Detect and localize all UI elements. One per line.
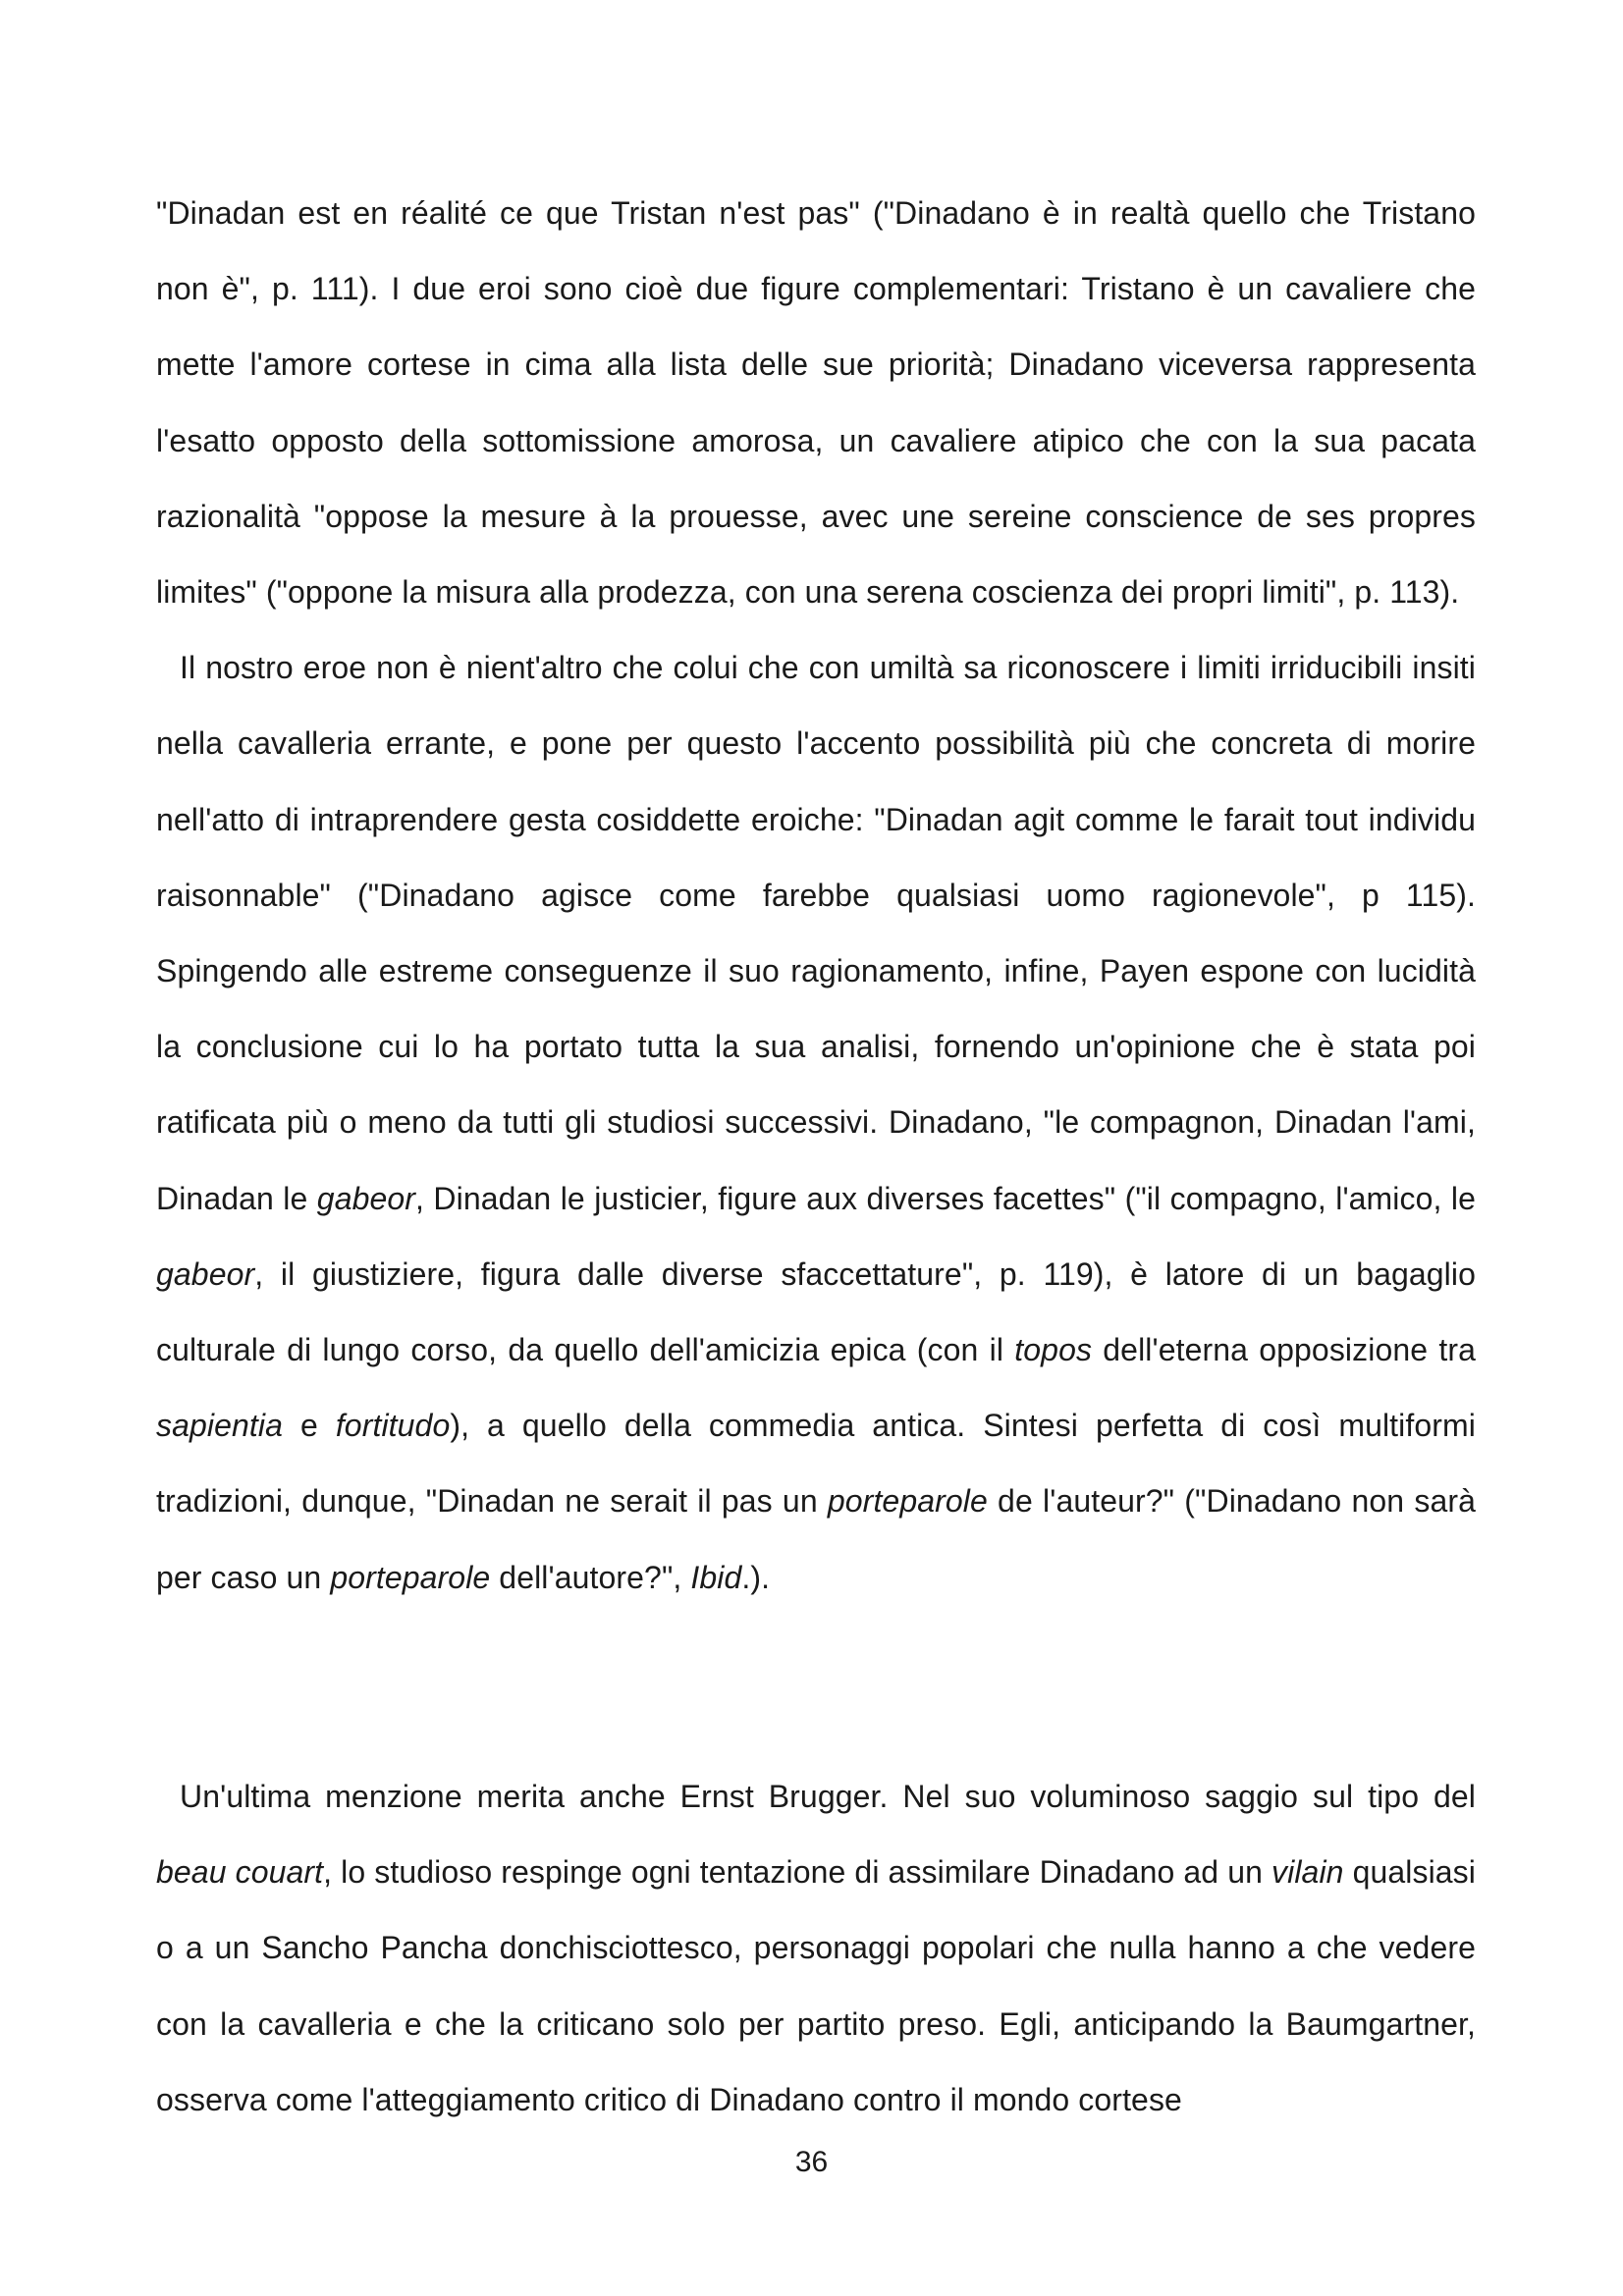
text-run: de l'auteur?" ("Dinadano non sarà per caso un <box>156 1483 1476 1595</box>
text-run: .). <box>741 1559 771 1595</box>
paragraph <box>156 176 1476 630</box>
italic-term: gabeor <box>156 1255 255 1292</box>
text-run: e <box>283 1408 336 1444</box>
text-block-lower <box>156 1759 1476 2138</box>
text-run: ), a quello della commedia antica. Sintesi perfetta di così multiformi tradizioni, dunque, "Dinadan ne serait il pas un <box>156 1408 1476 1520</box>
text-block-upper <box>156 176 1476 1616</box>
italic-term: beau couart <box>156 1854 324 1891</box>
text-run: qualsiasi o a un Sancho Pancha donchisciottesco, personaggi popolari che nulla hanno a che vedere con la cavalleria e che la criticano solo per partito preso. Egli, anticipando la Baumgartner, osserva come l'atteggiamento critico di Dinadano contro il mondo cortese <box>156 1854 1476 2117</box>
paragraph <box>156 1759 1476 2138</box>
italic-term: Ibid <box>690 1559 742 1595</box>
text-run: , il giustiziere, figura dalle diverse sfaccettature", p. 119), è latore di un bagaglio culturale di lungo corso, da quello dell'amicizia epica (con il <box>156 1255 1476 1368</box>
text-run: , Dinadan le justicier, figure aux diverses facettes" ("il compagno, l'amico, le <box>415 1180 1476 1216</box>
italic-term: vilain <box>1271 1854 1344 1891</box>
italic-term: sapientia <box>156 1408 283 1444</box>
paragraph <box>156 630 1476 1616</box>
page-number: 36 <box>794 2146 829 2178</box>
text-run: dell'eterna opposizione tra <box>1092 1332 1476 1368</box>
text-run: Un'ultima menzione merita anche Ernst Brugger. Nel suo voluminoso saggio sul tipo del <box>180 1779 1476 1814</box>
italic-term: porteparole <box>827 1483 988 1520</box>
italic-term: topos <box>1014 1332 1093 1368</box>
text-run: dell'autore?", <box>490 1559 691 1595</box>
italic-term: fortitudo <box>335 1408 451 1444</box>
italic-term: gabeor <box>316 1180 416 1216</box>
text-run: "Dinadan est en réalité ce que Tristan n'est pas" ("Dinadano è in realtà quello che Tristano non è", p. 111). I due eroi sono cioè due figure complementari: Tristano è un cavaliere che mette l'amore cortese in cima alla lista delle sue priorità; Dinadano viceversa rappresenta l'esatto opposto della sottomissione amorosa, un cavaliere atipico che con la sua pacata razionalità "oppose la mesure à la prouesse, avec une sereine conscience de ses propres limites" ("oppone la misura alla prodezza, con una serena coscienza dei propri limiti", p. 113). <box>156 195 1476 611</box>
text-run: , lo studioso respinge ogni tentazione di assimilare Dinadano ad un <box>323 1854 1272 1891</box>
italic-term: porteparole <box>330 1559 491 1595</box>
text-run: Il nostro eroe non è nient'altro che colui che con umiltà sa riconoscere i limiti irriducibili insiti nella cavalleria errante, e pone per questo l'accento possibilità più che concreta di morire nell'atto di intraprendere gesta cosiddette eroiche: "Dinadan agit comme le farait tout individu raisonnable" ("Dinadano agisce come farebbe qualsiasi uomo ragionevole", p 115). Spingendo alle estreme conseguenze il suo ragionamento, infine, Payen espone con lucidità la conclusione cui lo ha portato tutta la sua analisi, fornendo un'opinione che è stata poi ratificata più o meno da tutti gli studiosi successivi. Dinadano, "le compagnon, Dinadan l'ami, Dinadan le <box>156 650 1476 1216</box>
